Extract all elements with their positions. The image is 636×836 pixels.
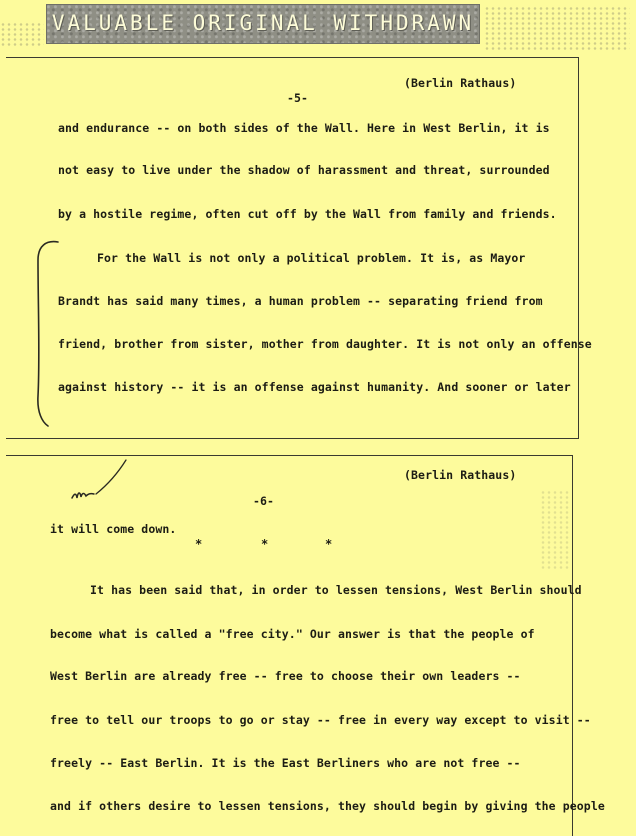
page-5-number: -5- xyxy=(287,91,309,105)
page-5-line-5: Brandt has said many times, a human problem -- separating friend from xyxy=(58,294,543,308)
page-6-number: -6- xyxy=(253,494,275,508)
page-6-line-1: It has been said that, in order to lessen tensions, West Berlin should xyxy=(90,583,582,597)
handwritten-bracket xyxy=(26,236,66,428)
page-6-header: (Berlin Rathaus) xyxy=(404,468,517,482)
paper-noise-top-left xyxy=(0,22,44,48)
page-5-line-3: by a hostile regime, often cut off by the Wall from family and friends. xyxy=(58,207,557,221)
withdrawn-stamp xyxy=(46,4,480,44)
page-6-line-4: free to tell our troops to go or stay -- free in every way except to visit -- xyxy=(50,713,591,727)
handwritten-mark xyxy=(70,458,130,508)
page-5-line-6: friend, brother from sister, mother from daughter. It is not only an offense xyxy=(58,337,592,351)
page-6-line-2: become what is called a "free city." Our answer is that the people of xyxy=(50,627,535,641)
page-6-line-3: West Berlin are already free -- free to choose their own leaders -- xyxy=(50,669,521,683)
page-5-line-1: and endurance -- on both sides of the Wall. Here in West Berlin, it is xyxy=(58,121,550,135)
separator-star-1: * xyxy=(195,537,203,551)
page-6-frame xyxy=(6,455,573,836)
paper-noise-top-right xyxy=(484,6,630,52)
separator-star-3: * xyxy=(325,537,333,551)
page-5-line-7: against history -- it is an offense against humanity. And sooner or later xyxy=(58,380,571,394)
page-6-line-5: freely -- East Berlin. It is the East Berliners who are not free -- xyxy=(50,756,521,770)
page-6-line-6: and if others desire to lessen tensions, they should begin by giving the people xyxy=(50,799,605,813)
separator-star-2: * xyxy=(261,537,269,551)
stamp-text: VALUABLE ORIGINAL WITHDRAWN xyxy=(51,11,475,35)
page-5-line-4: For the Wall is not only a political problem. It is, as Mayor xyxy=(97,251,526,265)
page-5-line-2: not easy to live under the shadow of harassment and threat, surrounded xyxy=(58,163,550,177)
page-5-header: (Berlin Rathaus) xyxy=(404,76,517,90)
page-6-first-line: it will come down. xyxy=(50,522,177,536)
